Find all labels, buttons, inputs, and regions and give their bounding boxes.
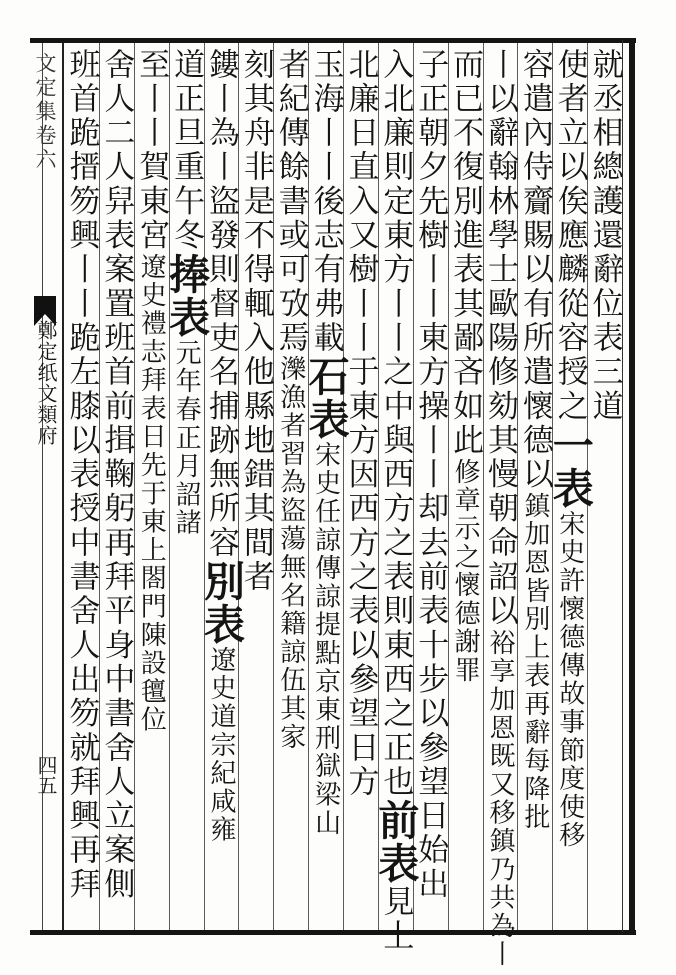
body-text: 玉海丨丨後志有弗載 xyxy=(307,48,344,356)
frame-top-border xyxy=(30,38,636,43)
page-number: 四五 xyxy=(34,755,58,795)
body-text: 見上 xyxy=(377,885,414,954)
annotation-text: 宋史許懷德傳故事節度使移 xyxy=(554,509,585,850)
body-text: 子正朝夕先樹丨丨東方操丨丨却去前表十步以參望日始出 xyxy=(412,48,449,902)
body-text: 班首跪搢笏興丨丨跪左膝以表授中書舍人出笏就拜興再拜 xyxy=(63,48,100,902)
body-text: 就丞相總護還辭位表三道 xyxy=(586,48,623,424)
annotation-text: 宋史任諒傳諒提點京東刑獄梁山 xyxy=(310,441,341,838)
annotation-text: 遼史道宗紀咸雍 xyxy=(205,646,236,845)
body-text: 道正旦重午冬 xyxy=(168,48,205,253)
margin-volume-text: 文定集卷六 xyxy=(33,52,57,172)
entry-heading: 別表 xyxy=(196,560,245,647)
text-column xyxy=(57,48,105,928)
body-text: 至丨丨賀東宮 xyxy=(133,48,170,253)
body-text: 使者立以俟應麟從容授之 xyxy=(551,48,588,424)
entry-heading: 捧表 xyxy=(162,252,211,339)
entry-heading: 一表 xyxy=(545,423,594,510)
annotation-text: 鎮加恩皆別上表再辭每降批 xyxy=(519,491,550,832)
body-text: 刻其舟非是不得輒入他縣地錯其間者 xyxy=(237,48,274,595)
annotation-text: 元年春正月詔諸 xyxy=(171,338,202,538)
body-text: 而已不復別進表其鄙吝如此 xyxy=(447,48,484,458)
body-text: 容遣內侍齎賜以有所遣懷德以 xyxy=(516,48,553,492)
annotation-text: 遼史禮志拜表日先于東上閤門陳設氊位 xyxy=(136,252,167,735)
annotation-text: 濼漁者習為盜蕩無名籍諒伍其家 xyxy=(275,355,306,752)
body-text: 丨以辭翰林學士歐陽修劾其慢朝命詔以 xyxy=(481,48,518,629)
body-text: 者紀傳餘書或可攷焉 xyxy=(272,48,309,356)
frame-right-border xyxy=(629,38,635,935)
entry-heading: 前表 xyxy=(371,799,420,886)
margin-rule-thin xyxy=(42,43,43,930)
entry-heading: 石表 xyxy=(301,355,350,442)
margin-book-title: 鄭定纸文類府 xyxy=(34,320,58,446)
annotation-text: 裕享加恩既又移鎮乃共為丨 xyxy=(484,628,515,969)
body-text: 北廉日直入又樹丨丨于東方因西方之表以參望日方 xyxy=(342,48,379,800)
annotation-text: 修章示之懷德謝罪 xyxy=(450,457,481,685)
body-text: 舍人二人舁表案置班首前揖鞠躬再拜平身中書舍人立案側 xyxy=(98,48,135,902)
body-text: 入北廉則定東方丨丨之中與西方之表則東西之正也 xyxy=(377,48,414,800)
frame-bottom-border xyxy=(30,930,636,935)
body-text: 鏤丨為丨盜發則督吏名捕跡無所容 xyxy=(202,48,239,561)
